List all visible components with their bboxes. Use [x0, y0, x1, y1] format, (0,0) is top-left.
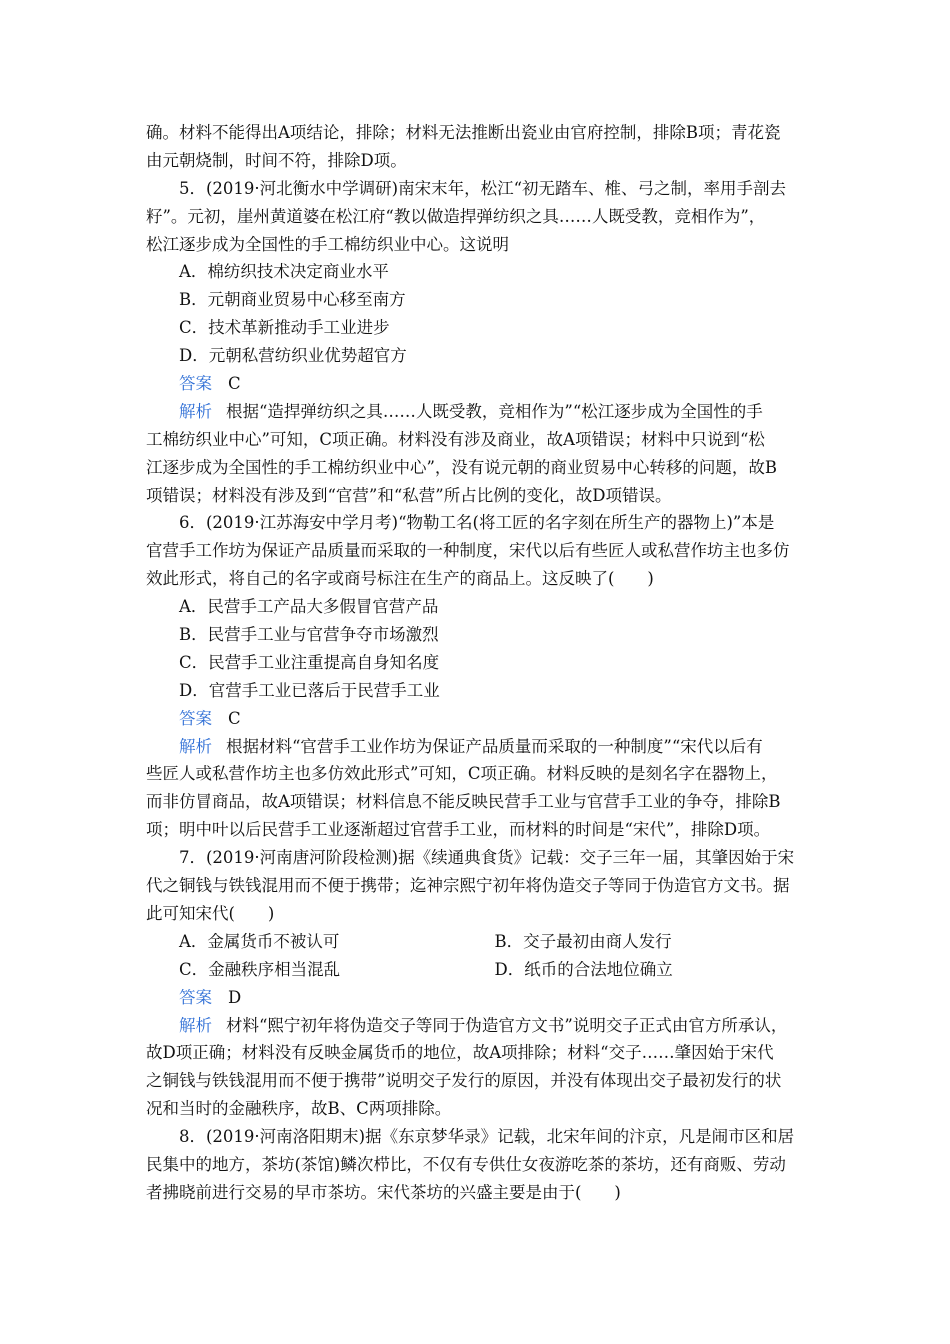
question-5-analysis: 江逐步成为全国性的手工棉纺织业中心”，没有说元朝的商业贸易中心转移的问题，故B — [146, 457, 778, 477]
question-5-stem: 籽”。元初，崖州黄道婆在松江府“教以做造捍弹纺织之具……人既受教，竞相作为”， — [146, 206, 766, 226]
question-8-stem: 民集中的地方，茶坊(茶馆)鳞次栉比，不仅有专供仕女夜游吃茶的茶坊，还有商贩、劳动 — [146, 1154, 786, 1174]
question-6-stem: 效此形式，将自己的名字或商号标注在生产的商品上。这反映了( ) — [146, 569, 654, 589]
question-7-option-a: A．金属货币不被认可 — [179, 931, 340, 951]
question-5-analysis: 工棉纺织业中心”可知，C项正确。材料没有涉及商业，故A项错误；材料中只说到“松 — [146, 429, 765, 449]
question-7-option-d: D．纸币的合法地位确立 — [494, 959, 673, 979]
question-6-option-c: C．民营手工业注重提高自身知名度 — [179, 652, 440, 672]
question-7-answer — [146, 984, 810, 1012]
answer-value: D — [228, 987, 242, 1007]
question-6-option-b: B．民营手工业与官营争夺市场激烈 — [179, 625, 439, 645]
question-7-analysis: 之铜钱与铁钱混用而不便于携带”说明交子发行的原因，并没有体现出交子最初发行的状 — [146, 1071, 782, 1091]
answer-value: C — [228, 708, 241, 728]
question-5-analysis: 项错误；材料没有涉及到“官营”和“私营”所占比例的变化，故D项错误。 — [146, 485, 672, 505]
question-5-option-b: B．元朝商业贸易中心移至南方 — [179, 290, 406, 310]
analysis-text: 根据材料“官营手工业作坊为保证产品质量而采取的一种制度”“宋代以后有 — [226, 736, 763, 756]
question-7-option-c: C．金融秩序相当混乱 — [179, 959, 341, 979]
question-6-analysis — [146, 733, 810, 761]
question-7-analysis: 况和当时的金融秩序，故B、C两项排除。 — [146, 1099, 452, 1119]
question-6-analysis: 些匠人或私营作坊主也多仿效此形式”可知，C项正确。材料反映的是刻名字在器物上， — [146, 764, 778, 784]
question-8-stem: 8．(2019·河南洛阳期末)据《东京梦华录》记载，北宋年间的汴京，凡是闹市区和居 — [179, 1127, 795, 1147]
question-7-option-b: B．交子最初由商人发行 — [494, 931, 672, 951]
question-6-answer — [146, 705, 810, 733]
question-5-option-c: C．技术革新推动手工业进步 — [179, 318, 390, 338]
question-6-option-d: D．官营手工业已落后于民营手工业 — [179, 680, 440, 700]
question-6-option-a: A．民营手工产品大多假冒官营产品 — [179, 597, 439, 617]
question-7-stem: 7．(2019·河南唐河阶段检测)据《续通典食货》记载：交子三年一届，其肇因始于宋 — [179, 848, 795, 868]
question-7-options-row — [146, 928, 810, 956]
answer-label: 答案 — [179, 374, 212, 394]
question-7-stem: 代之铜钱与铁钱混用而不便于携带；迄神宗熙宁初年将伪造交子等同于伪造官方文书。据 — [146, 876, 790, 896]
question-7-options-row — [146, 956, 810, 984]
question-5-analysis — [146, 398, 810, 426]
question-6-analysis: 而非仿冒商品，故A项错误；材料信息不能反映民营手工业与官营手工业的争夺，排除B — [146, 792, 781, 812]
question-6-analysis: 项；明中叶以后民营手工业逐渐超过官营手工业，而材料的时间是“宋代”，排除D项。 — [146, 820, 771, 840]
question-7-analysis — [146, 1012, 810, 1040]
analysis-label: 解析 — [179, 1015, 212, 1035]
question-5-stem: 5．(2019·河北衡水中学调研)南宋末年，松江“初无踏车、椎、弓之制，率用手剖去 — [179, 178, 787, 198]
document-page — [146, 119, 810, 1207]
text-line: 由元朝烧制，时间不符，排除D项。 — [146, 150, 407, 170]
question-6-stem: 6．(2019·江苏海安中学月考)“物勒工名(将工匠的名字刻在所生产的器物上)”本是 — [179, 513, 775, 533]
question-8-stem: 者拂晓前进行交易的早市茶坊。宋代茶坊的兴盛主要是由于( ) — [146, 1182, 621, 1202]
answer-value: C — [228, 374, 241, 394]
answer-label: 答案 — [179, 987, 212, 1007]
question-5-stem: 松江逐步成为全国性的手工棉纺织业中心。这说明 — [146, 234, 509, 254]
analysis-label: 解析 — [179, 401, 212, 421]
answer-label: 答案 — [179, 708, 212, 728]
question-5-option-a: A．棉纺织技术决定商业水平 — [179, 262, 389, 282]
question-7-analysis: 故D项正确；材料没有反映金属货币的地位，故A项排除；材料“交子……肇因始于宋代 — [146, 1043, 774, 1063]
analysis-text: 材料“熙宁初年将伪造交子等同于伪造官方文书”说明交子正式由官方所承认， — [226, 1015, 788, 1035]
analysis-text: 根据“造捍弹纺织之具……人既受教，竞相作为”“松江逐步成为全国性的手 — [226, 401, 763, 421]
question-5-answer — [146, 370, 810, 398]
question-5-option-d: D．元朝私营纺织业优势超官方 — [179, 346, 407, 366]
text-line: 确。材料不能得出A项结论，排除；材料无法推断出瓷业由官府控制，排除B项；青花瓷 — [146, 123, 781, 142]
question-7-stem: 此可知宋代( ) — [146, 903, 275, 923]
analysis-label: 解析 — [179, 736, 212, 756]
question-6-stem: 官营手工作坊为保证产品质量而采取的一种制度，宋代以后有些匠人或私营作坊主也多仿 — [146, 541, 790, 561]
